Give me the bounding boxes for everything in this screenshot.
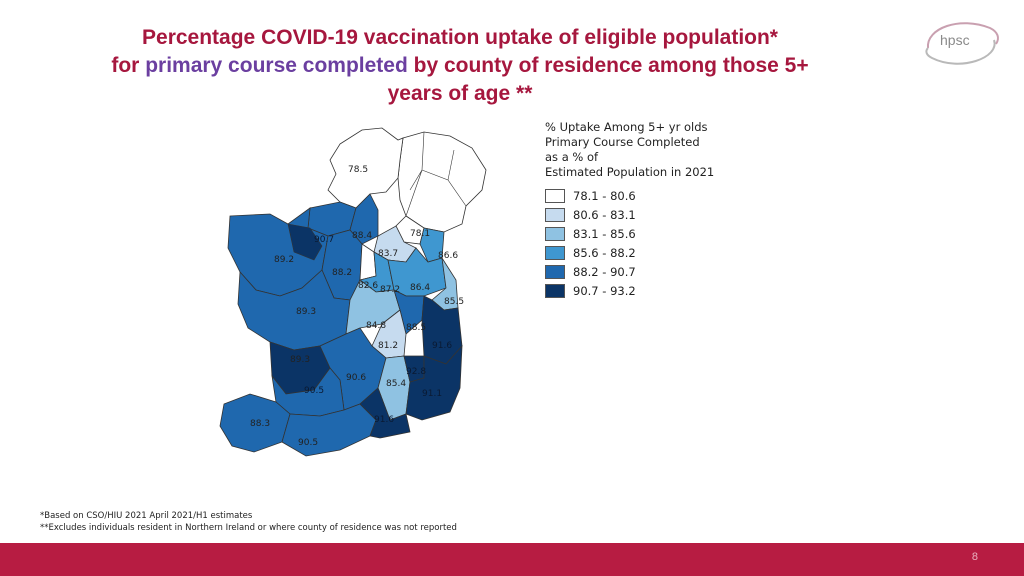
county-longford bbox=[360, 244, 376, 280]
map-label: 88.5 bbox=[406, 323, 427, 333]
legend-label: 78.1 - 80.6 bbox=[573, 188, 636, 203]
title-line-2-suffix: by county of residence among those 5+ bbox=[407, 54, 809, 77]
map-label: 83.7 bbox=[378, 249, 399, 259]
legend-label: 83.1 - 85.6 bbox=[573, 226, 636, 241]
map-legend bbox=[545, 120, 714, 300]
footer-bar bbox=[0, 543, 1024, 576]
map-label: 89.3 bbox=[290, 355, 311, 365]
legend-title-line: % Uptake Among 5+ yr olds bbox=[545, 120, 708, 134]
footnote: *Based on CSO/HIU 2021 April 2021/H1 estimates bbox=[40, 511, 253, 521]
legend-label: 88.2 - 90.7 bbox=[573, 264, 636, 279]
ireland-county-map bbox=[210, 120, 500, 460]
map-label: 81.2 bbox=[378, 341, 399, 351]
legend-swatch bbox=[545, 284, 565, 298]
map-label: 88.3 bbox=[250, 419, 271, 429]
legend-swatch bbox=[545, 189, 565, 203]
map-label: 91.6 bbox=[374, 415, 395, 425]
map-label: 84.8 bbox=[366, 321, 387, 331]
map-label: 86.4 bbox=[410, 283, 431, 293]
legend-label: 85.6 - 88.2 bbox=[573, 245, 636, 260]
map-label: 90.6 bbox=[346, 373, 367, 383]
map-label: 85.5 bbox=[444, 297, 465, 307]
hpsc-logo bbox=[920, 18, 1002, 68]
legend-label: 80.6 - 83.1 bbox=[573, 207, 636, 222]
legend-item bbox=[545, 205, 714, 224]
map-label: 90.7 bbox=[314, 235, 335, 245]
map-label: 91.1 bbox=[422, 389, 443, 399]
map-label: 78.5 bbox=[348, 165, 369, 175]
legend-title-line: as a % of bbox=[545, 150, 599, 164]
map-label: 90.5 bbox=[298, 438, 319, 448]
legend-label: 90.7 - 93.2 bbox=[573, 283, 636, 298]
title-line-2 bbox=[40, 52, 880, 80]
title-line-1: Percentage COVID-19 vaccination uptake of eligible population* bbox=[142, 26, 778, 49]
map-label: 90.5 bbox=[304, 386, 325, 396]
footnotes bbox=[40, 510, 457, 534]
logo-text: hpsc bbox=[940, 32, 970, 48]
map-label: 86.6 bbox=[438, 251, 459, 261]
northern-ireland-region bbox=[398, 132, 486, 232]
legend-swatch bbox=[545, 265, 565, 279]
map-label: 82.6 bbox=[358, 281, 379, 291]
legend-item bbox=[545, 281, 714, 300]
map-label: 92.8 bbox=[406, 367, 427, 377]
page-number: 8 bbox=[971, 551, 978, 563]
title-highlight: primary course completed bbox=[145, 54, 408, 77]
map-label: 88.4 bbox=[352, 231, 373, 241]
map-label: 91.6 bbox=[432, 341, 453, 351]
slide-title bbox=[40, 24, 880, 108]
legend-swatch bbox=[545, 246, 565, 260]
map-label: 88.2 bbox=[332, 268, 353, 278]
legend-swatch bbox=[545, 208, 565, 222]
title-line-3: years of age ** bbox=[387, 82, 533, 105]
legend-item bbox=[545, 186, 714, 205]
title-line-2-prefix: for bbox=[111, 54, 146, 77]
legend-title-line: Primary Course Completed bbox=[545, 135, 700, 149]
legend-swatch bbox=[545, 227, 565, 241]
map-label: 78.1 bbox=[410, 229, 431, 239]
legend-items bbox=[545, 186, 714, 300]
legend-item bbox=[545, 243, 714, 262]
legend-item bbox=[545, 224, 714, 243]
map-label: 87.2 bbox=[380, 285, 401, 295]
map-label: 85.4 bbox=[386, 379, 407, 389]
map-label: 89.3 bbox=[296, 307, 317, 317]
legend-title bbox=[545, 120, 714, 180]
legend-title-line: Estimated Population in 2021 bbox=[545, 165, 715, 179]
map-label: 89.2 bbox=[274, 255, 295, 265]
footnote: **Excludes individuals resident in Northern Ireland or where county of residence was not reported bbox=[40, 523, 457, 533]
legend-item bbox=[545, 262, 714, 281]
